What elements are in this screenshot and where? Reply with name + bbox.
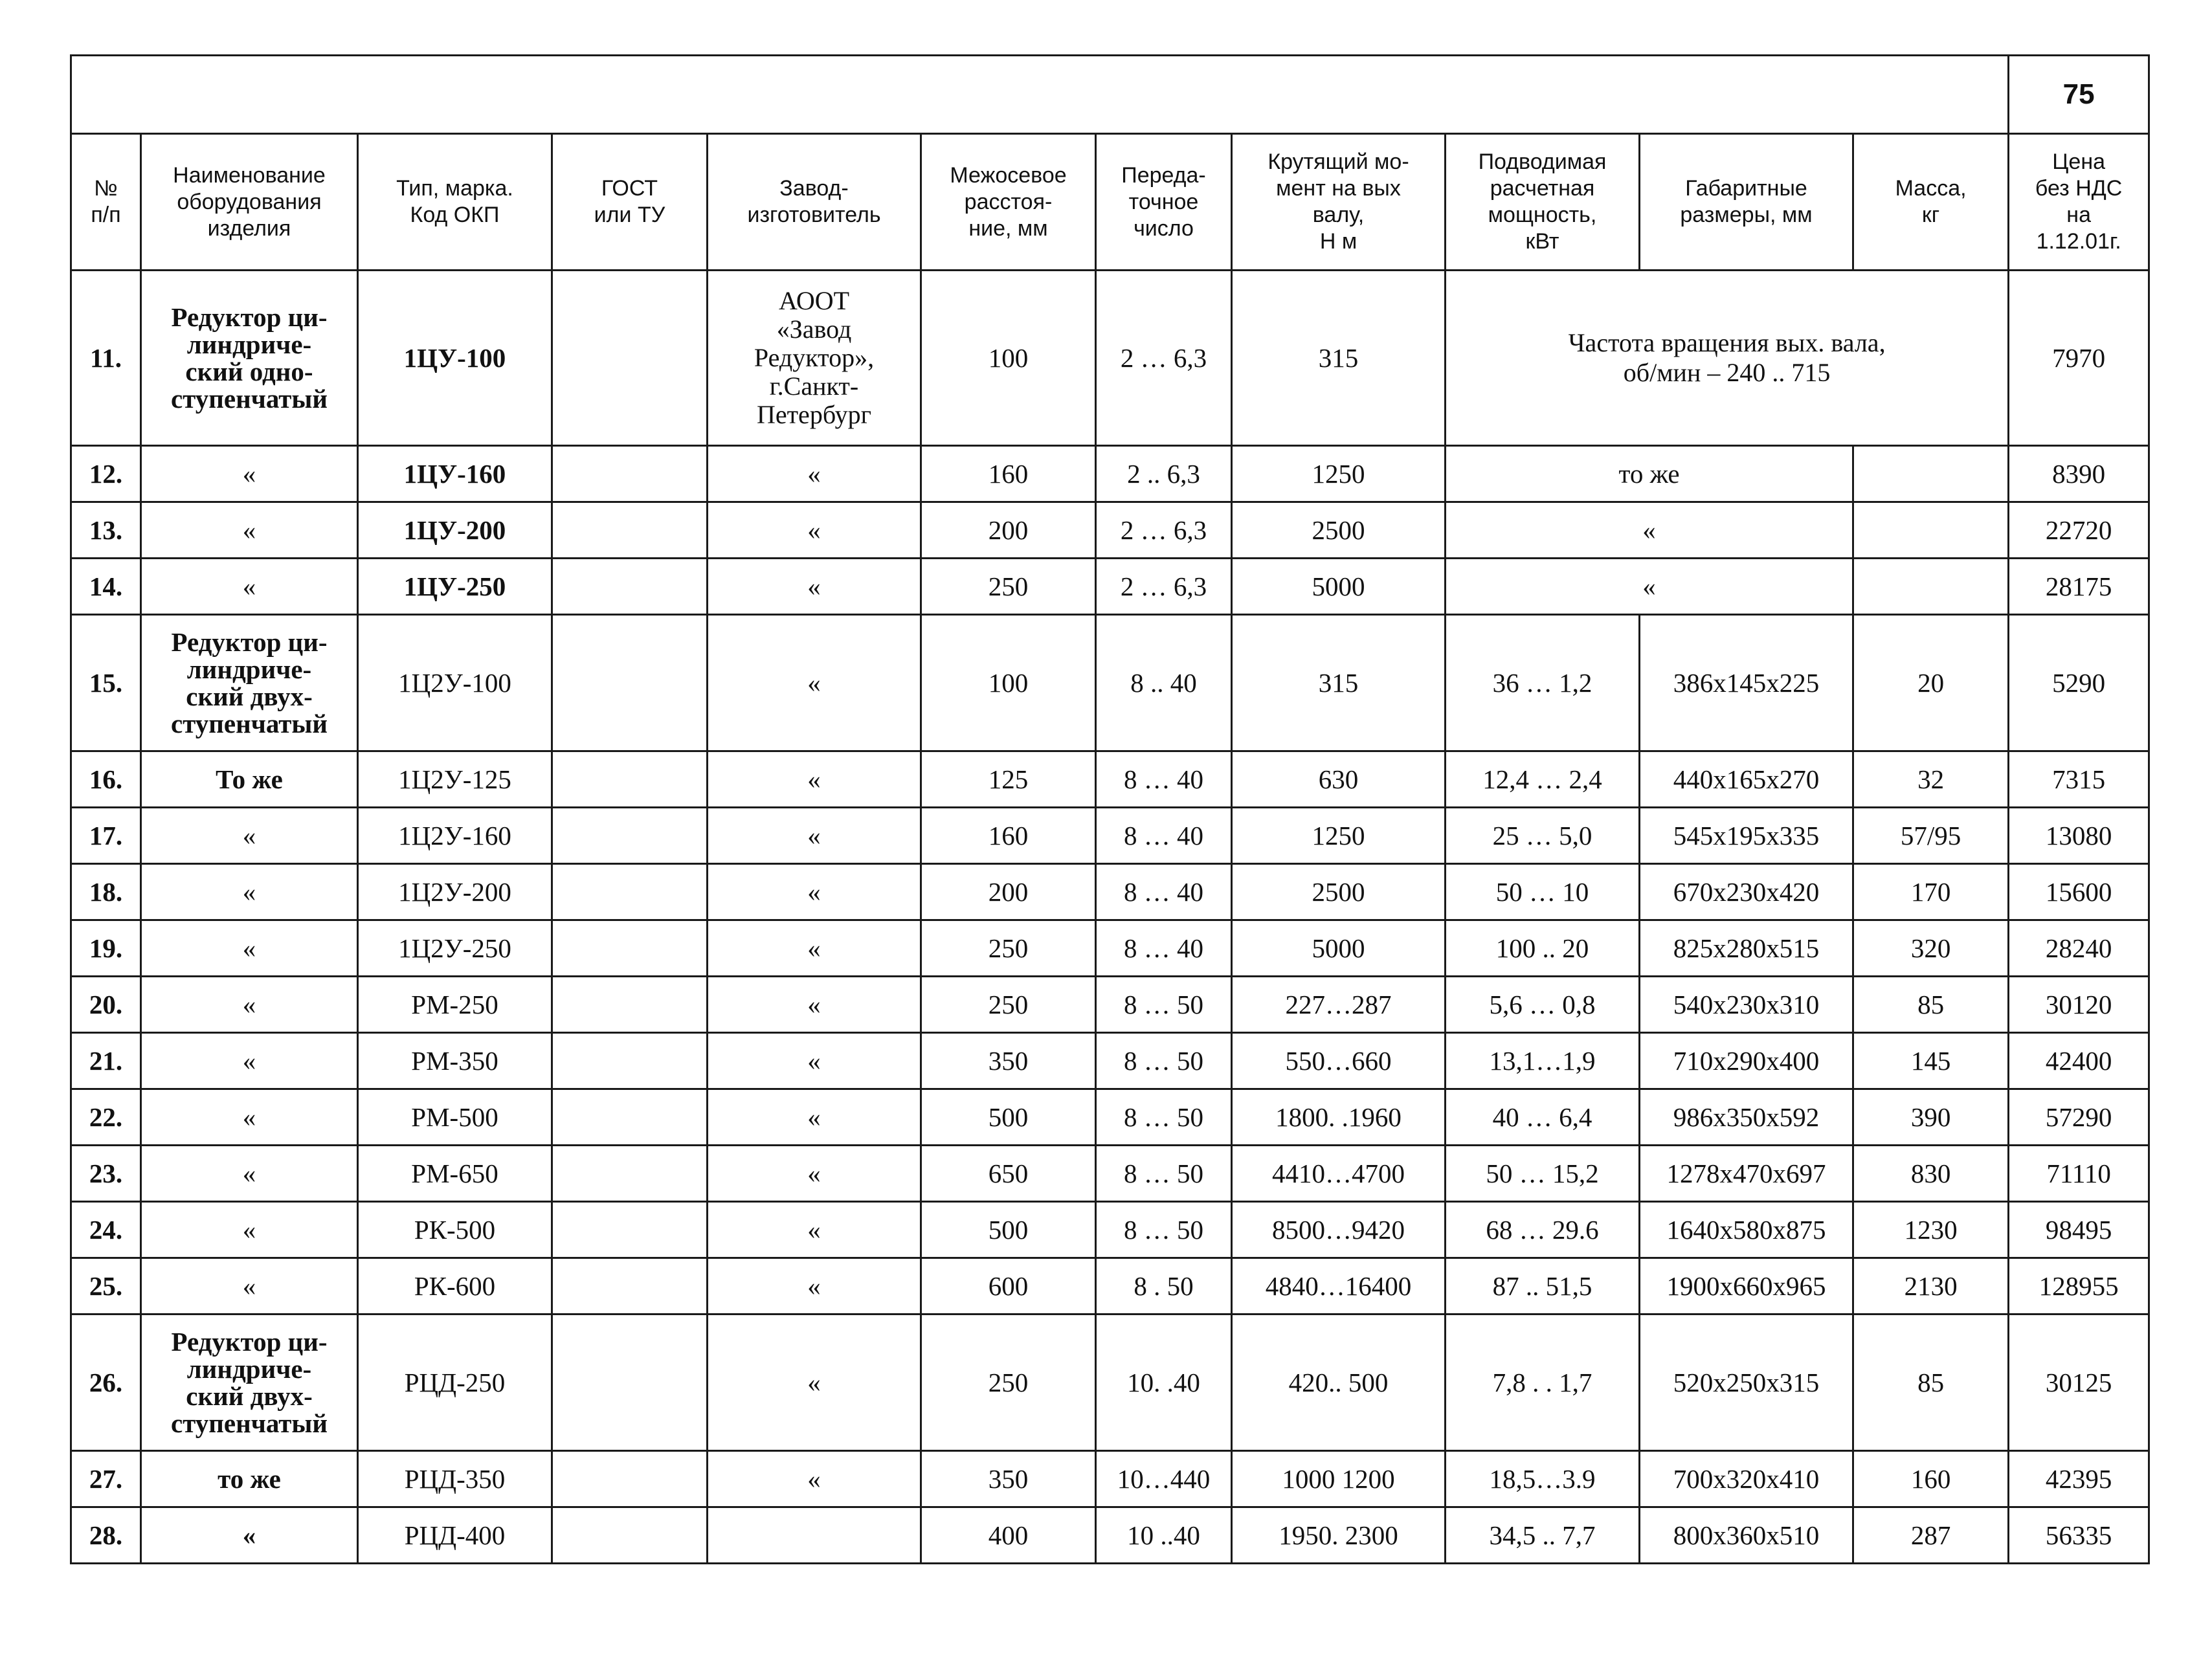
mass: 1230	[1853, 1202, 2009, 1258]
equipment-name: «	[141, 1146, 358, 1202]
torque: 315	[1232, 615, 1446, 751]
manufacturer: «	[708, 977, 921, 1033]
header-gost: ГОСТ или ТУ	[552, 134, 708, 271]
equipment-name: «	[141, 559, 358, 615]
price: 56335	[2009, 1507, 2149, 1564]
center-distance: 500	[921, 1089, 1096, 1146]
mass: 20	[1853, 615, 2009, 751]
manufacturer: «	[708, 1202, 921, 1258]
mass: 830	[1853, 1146, 2009, 1202]
header-torque: Крутящий мо- мент на вых валу, Н м	[1232, 134, 1446, 271]
gost-cell	[552, 1315, 708, 1451]
center-distance: 250	[921, 920, 1096, 977]
manufacturer: «	[708, 1146, 921, 1202]
price: 30120	[2009, 977, 2149, 1033]
torque: 550…660	[1232, 1033, 1446, 1089]
gear-ratio: 8 … 50	[1096, 1202, 1232, 1258]
type-code: 1Ц2У-100	[358, 615, 552, 751]
type-code: РЦД-350	[358, 1451, 552, 1507]
row-number: 19.	[71, 920, 141, 977]
gear-ratio: 8 … 40	[1096, 920, 1232, 977]
table-row	[71, 446, 2149, 502]
center-distance: 100	[921, 615, 1096, 751]
center-distance: 400	[921, 1507, 1096, 1564]
torque: 1250	[1232, 808, 1446, 864]
manufacturer: «	[708, 1089, 921, 1146]
mass: 160	[1853, 1451, 2009, 1507]
gear-ratio: 2 … 6,3	[1096, 271, 1232, 446]
table-row	[71, 1258, 2149, 1315]
center-distance: 250	[921, 559, 1096, 615]
table-row	[71, 1146, 2149, 1202]
center-distance: 600	[921, 1258, 1096, 1315]
center-distance: 250	[921, 1315, 1096, 1451]
equipment-name: «	[141, 864, 358, 920]
type-code: РК-500	[358, 1202, 552, 1258]
same-as-above-note: «	[1446, 502, 1853, 559]
header-power: Подводимая расчетная мощность, кВт	[1446, 134, 1640, 271]
equipment-name: «	[141, 502, 358, 559]
manufacturer: «	[708, 1033, 921, 1089]
equipment-name: «	[141, 920, 358, 977]
price-table	[70, 54, 2150, 1564]
mass: 145	[1853, 1033, 2009, 1089]
equipment-name: «	[141, 1033, 358, 1089]
torque: 2500	[1232, 864, 1446, 920]
mass: 320	[1853, 920, 2009, 977]
row-number: 26.	[71, 1315, 141, 1451]
dimensions: 1900x660x965	[1640, 1258, 1853, 1315]
table-row	[71, 751, 2149, 808]
mass	[1853, 446, 2009, 502]
gear-ratio: 10…440	[1096, 1451, 1232, 1507]
manufacturer: «	[708, 502, 921, 559]
center-distance: 200	[921, 502, 1096, 559]
gost-cell	[552, 1451, 708, 1507]
manufacturer: «	[708, 615, 921, 751]
mass: 287	[1853, 1507, 2009, 1564]
header-mass: Масса, кг	[1853, 134, 2009, 271]
equipment-name: то же	[141, 1451, 358, 1507]
manufacturer: «	[708, 864, 921, 920]
power: 50 … 10	[1446, 864, 1640, 920]
row-number: 13.	[71, 502, 141, 559]
price: 22720	[2009, 502, 2149, 559]
row-number: 22.	[71, 1089, 141, 1146]
center-distance: 350	[921, 1033, 1096, 1089]
row-number: 11.	[71, 271, 141, 446]
gear-ratio: 10 ..40	[1096, 1507, 1232, 1564]
equipment-name: «	[141, 446, 358, 502]
equipment-name: «	[141, 1507, 358, 1564]
equipment-name: Редуктор ци- линдриче- ский одно- ступенчатый	[141, 271, 358, 446]
mass: 57/95	[1853, 808, 2009, 864]
equipment-name: Редуктор ци- линдриче- ский двух- ступенчатый	[141, 615, 358, 751]
gost-cell	[552, 1146, 708, 1202]
gost-cell	[552, 808, 708, 864]
dimensions: 825x280x515	[1640, 920, 1853, 977]
equipment-name: «	[141, 808, 358, 864]
table-row	[71, 1202, 2149, 1258]
power: 100 .. 20	[1446, 920, 1640, 977]
table-row	[71, 559, 2149, 615]
dimensions: 800x360x510	[1640, 1507, 1853, 1564]
header-center-distance: Межосевое расстоя- ние, мм	[921, 134, 1096, 271]
torque: 420.. 500	[1232, 1315, 1446, 1451]
row-number: 20.	[71, 977, 141, 1033]
manufacturer: «	[708, 1258, 921, 1315]
torque: 4840…16400	[1232, 1258, 1446, 1315]
type-code: 1ЦУ-100	[358, 271, 552, 446]
row-number: 17.	[71, 808, 141, 864]
table-row	[71, 920, 2149, 977]
price: 5290	[2009, 615, 2149, 751]
gear-ratio: 8 … 40	[1096, 808, 1232, 864]
equipment-name: «	[141, 977, 358, 1033]
equipment-name: То же	[141, 751, 358, 808]
header-plant: Завод- изготовитель	[708, 134, 921, 271]
gear-ratio: 8 . 50	[1096, 1258, 1232, 1315]
power: 25 … 5,0	[1446, 808, 1640, 864]
gear-ratio: 8 … 40	[1096, 751, 1232, 808]
power: 5,6 … 0,8	[1446, 977, 1640, 1033]
type-code: РЦД-400	[358, 1507, 552, 1564]
table-row	[71, 808, 2149, 864]
price: 57290	[2009, 1089, 2149, 1146]
dimensions: 1640x580x875	[1640, 1202, 1853, 1258]
price: 42400	[2009, 1033, 2149, 1089]
price: 28175	[2009, 559, 2149, 615]
header-gear-ratio: Переда- точное число	[1096, 134, 1232, 271]
type-code: 1Ц2У-250	[358, 920, 552, 977]
power: 68 … 29.6	[1446, 1202, 1640, 1258]
torque: 5000	[1232, 559, 1446, 615]
gost-cell	[552, 864, 708, 920]
torque: 315	[1232, 271, 1446, 446]
equipment-name: «	[141, 1202, 358, 1258]
torque: 1250	[1232, 446, 1446, 502]
type-code: РМ-650	[358, 1146, 552, 1202]
dimensions: 545x195x335	[1640, 808, 1853, 864]
table-row	[71, 977, 2149, 1033]
equipment-name: «	[141, 1258, 358, 1315]
power: 7,8 . . 1,7	[1446, 1315, 1640, 1451]
type-code: 1ЦУ-200	[358, 502, 552, 559]
row-number: 27.	[71, 1451, 141, 1507]
table-row	[71, 271, 2149, 446]
header-dimensions: Габаритные размеры, мм	[1640, 134, 1853, 271]
center-distance: 160	[921, 446, 1096, 502]
column-header-row	[71, 134, 2149, 271]
power: 87 .. 51,5	[1446, 1258, 1640, 1315]
manufacturer: «	[708, 920, 921, 977]
dimensions: 386x145x225	[1640, 615, 1853, 751]
gost-cell	[552, 1089, 708, 1146]
price: 15600	[2009, 864, 2149, 920]
type-code: РМ-250	[358, 977, 552, 1033]
type-code: 1ЦУ-250	[358, 559, 552, 615]
dimensions: 986x350x592	[1640, 1089, 1853, 1146]
table-row	[71, 1451, 2149, 1507]
torque: 5000	[1232, 920, 1446, 977]
price: 7315	[2009, 751, 2149, 808]
price: 42395	[2009, 1451, 2149, 1507]
gear-ratio: 8 … 50	[1096, 977, 1232, 1033]
dimensions: 710x290x400	[1640, 1033, 1853, 1089]
row-number: 21.	[71, 1033, 141, 1089]
manufacturer: «	[708, 808, 921, 864]
header-price: Цена без НДС на 1.12.01г.	[2009, 134, 2149, 271]
row-number: 18.	[71, 864, 141, 920]
center-distance: 100	[921, 271, 1096, 446]
mass	[1853, 559, 2009, 615]
center-distance: 125	[921, 751, 1096, 808]
page-number: 75	[2009, 56, 2149, 134]
gear-ratio: 8 … 50	[1096, 1089, 1232, 1146]
gost-cell	[552, 1033, 708, 1089]
page-header-blank	[71, 56, 2009, 134]
row-number: 28.	[71, 1507, 141, 1564]
torque: 1000 1200	[1232, 1451, 1446, 1507]
type-code: 1Ц2У-160	[358, 808, 552, 864]
gear-ratio: 2 … 6,3	[1096, 502, 1232, 559]
torque: 1800. .1960	[1232, 1089, 1446, 1146]
price: 28240	[2009, 920, 2149, 977]
gost-cell	[552, 502, 708, 559]
center-distance: 500	[921, 1202, 1096, 1258]
gost-cell	[552, 977, 708, 1033]
gost-cell	[552, 271, 708, 446]
type-code: РК-600	[358, 1258, 552, 1315]
equipment-name: «	[141, 1089, 358, 1146]
table-row	[71, 502, 2149, 559]
gear-ratio: 2 .. 6,3	[1096, 446, 1232, 502]
gost-cell	[552, 1258, 708, 1315]
table-row	[71, 1089, 2149, 1146]
center-distance: 200	[921, 864, 1096, 920]
dimensions: 670x230x420	[1640, 864, 1853, 920]
price: 128955	[2009, 1258, 2149, 1315]
torque: 630	[1232, 751, 1446, 808]
power: 50 … 15,2	[1446, 1146, 1640, 1202]
gost-cell	[552, 1507, 708, 1564]
center-distance: 160	[921, 808, 1096, 864]
power: 12,4 … 2,4	[1446, 751, 1640, 808]
header-number: № п/п	[71, 134, 141, 271]
header-type: Тип, марка. Код ОКП	[358, 134, 552, 271]
gear-ratio: 2 … 6,3	[1096, 559, 1232, 615]
manufacturer: «	[708, 559, 921, 615]
manufacturer: «	[708, 446, 921, 502]
row-number: 16.	[71, 751, 141, 808]
dimensions: 700x320x410	[1640, 1451, 1853, 1507]
row-number: 14.	[71, 559, 141, 615]
torque: 8500…9420	[1232, 1202, 1446, 1258]
table-row	[71, 1315, 2149, 1451]
price: 7970	[2009, 271, 2149, 446]
mass: 170	[1853, 864, 2009, 920]
price: 71110	[2009, 1146, 2149, 1202]
type-code: 1Ц2У-200	[358, 864, 552, 920]
dimensions: 540x230x310	[1640, 977, 1853, 1033]
gost-cell	[552, 751, 708, 808]
header-name: Наименование оборудования изделия	[141, 134, 358, 271]
output-speed-note: Частота вращения вых. вала, об/мин – 240 .. 715	[1446, 271, 2009, 446]
gost-cell	[552, 1202, 708, 1258]
table-row	[71, 1033, 2149, 1089]
table-row	[71, 864, 2149, 920]
torque: 1950. 2300	[1232, 1507, 1446, 1564]
power: 34,5 .. 7,7	[1446, 1507, 1640, 1564]
center-distance: 350	[921, 1451, 1096, 1507]
torque: 2500	[1232, 502, 1446, 559]
dimensions: 440x165x270	[1640, 751, 1853, 808]
manufacturer: «	[708, 1315, 921, 1451]
mass: 2130	[1853, 1258, 2009, 1315]
power: 13,1…1,9	[1446, 1033, 1640, 1089]
row-number: 15.	[71, 615, 141, 751]
type-code: РМ-500	[358, 1089, 552, 1146]
type-code: РМ-350	[358, 1033, 552, 1089]
torque: 227…287	[1232, 977, 1446, 1033]
type-code: 1Ц2У-125	[358, 751, 552, 808]
center-distance: 650	[921, 1146, 1096, 1202]
table-row	[71, 1507, 2149, 1564]
manufacturer: «	[708, 751, 921, 808]
gear-ratio: 8 … 40	[1096, 864, 1232, 920]
gear-ratio: 8 .. 40	[1096, 615, 1232, 751]
power: 18,5…3.9	[1446, 1451, 1640, 1507]
equipment-name: Редуктор ци- линдриче- ский двух- ступенчатый	[141, 1315, 358, 1451]
gost-cell	[552, 920, 708, 977]
price: 8390	[2009, 446, 2149, 502]
type-code: РЦД-250	[358, 1315, 552, 1451]
gear-ratio: 8 … 50	[1096, 1033, 1232, 1089]
page-header-row	[71, 56, 2149, 134]
same-as-above-note: «	[1446, 559, 1853, 615]
price: 13080	[2009, 808, 2149, 864]
type-code: 1ЦУ-160	[358, 446, 552, 502]
gost-cell	[552, 446, 708, 502]
torque: 4410…4700	[1232, 1146, 1446, 1202]
power: 36 … 1,2	[1446, 615, 1640, 751]
row-number: 24.	[71, 1202, 141, 1258]
row-number: 12.	[71, 446, 141, 502]
manufacturer: «	[708, 1451, 921, 1507]
manufacturer: АООТ «Завод Редуктор», г.Санкт- Петербург	[708, 271, 921, 446]
mass: 390	[1853, 1089, 2009, 1146]
manufacturer	[708, 1507, 921, 1564]
gear-ratio: 10. .40	[1096, 1315, 1232, 1451]
price: 30125	[2009, 1315, 2149, 1451]
gost-cell	[552, 615, 708, 751]
dimensions: 1278x470x697	[1640, 1146, 1853, 1202]
table-row	[71, 615, 2149, 751]
gear-ratio: 8 … 50	[1096, 1146, 1232, 1202]
mass: 85	[1853, 977, 2009, 1033]
mass: 85	[1853, 1315, 2009, 1451]
power: 40 … 6,4	[1446, 1089, 1640, 1146]
mass	[1853, 502, 2009, 559]
dimensions: 520x250x315	[1640, 1315, 1853, 1451]
price: 98495	[2009, 1202, 2149, 1258]
center-distance: 250	[921, 977, 1096, 1033]
gost-cell	[552, 559, 708, 615]
row-number: 23.	[71, 1146, 141, 1202]
row-number: 25.	[71, 1258, 141, 1315]
mass: 32	[1853, 751, 2009, 808]
same-as-above-note: то же	[1446, 446, 1853, 502]
